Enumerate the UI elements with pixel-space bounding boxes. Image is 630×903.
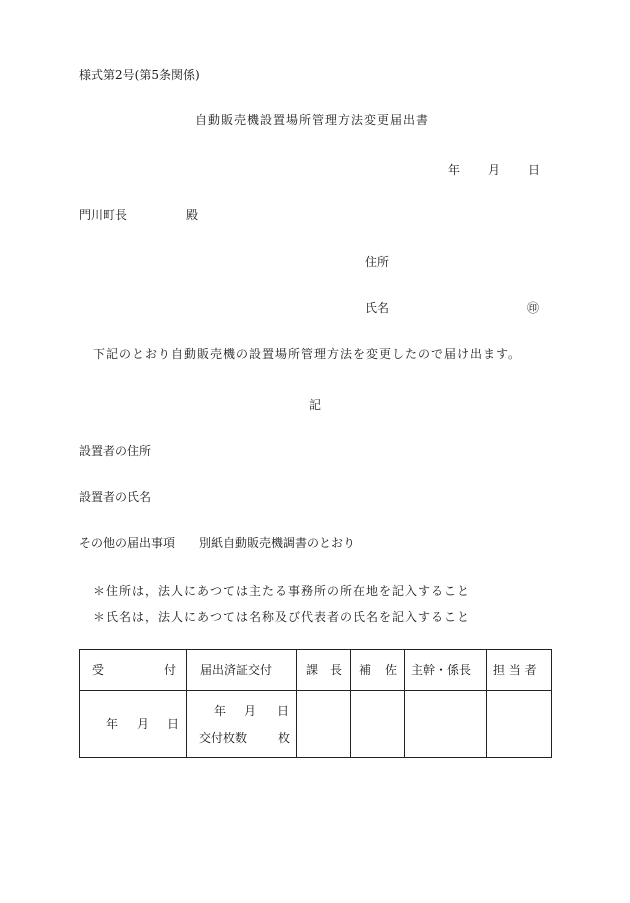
assistant-header-a: 補	[359, 663, 372, 677]
other-items-value: 別紙自動販売機調書のとおり	[199, 536, 356, 550]
in-charge-stamp[interactable]	[487, 691, 552, 758]
note-address: ＊住所は，法人にあつては主たる事務所の所在地を記入すること	[93, 584, 471, 598]
receipt-header-a: 受	[92, 663, 105, 677]
honorific: 殿	[186, 208, 199, 222]
senior-chief-header: 主幹・係長	[405, 650, 487, 691]
senior-chief-stamp[interactable]	[405, 691, 487, 758]
receipt-header	[80, 650, 187, 691]
table-header-row	[80, 650, 552, 691]
date-day-label: 日	[528, 163, 541, 177]
issued-count-label: 交付枚数	[199, 731, 248, 745]
installer-address-label: 設置者の住所	[79, 444, 152, 458]
date-month-label: 月	[488, 163, 501, 177]
ki-heading: 記	[309, 398, 322, 412]
applicant-address-label: 住所	[365, 255, 390, 269]
installer-name-label: 設置者の氏名	[79, 490, 152, 504]
applicant-name-label: 氏名	[365, 301, 390, 315]
section-chief-stamp[interactable]	[297, 691, 351, 758]
other-items-label: その他の届出事項	[79, 536, 176, 550]
certificate-header: 届出済証交付	[187, 650, 297, 691]
note-name: ＊氏名は，法人にあつては名称及び代表者の氏名を記入すること	[93, 610, 471, 624]
assistant-header	[351, 650, 405, 691]
table-body-row	[80, 691, 552, 758]
addressee: 門川町長	[79, 208, 128, 222]
assistant-stamp[interactable]	[351, 691, 405, 758]
in-charge-header: 担 当 者	[487, 650, 552, 691]
date-year-label: 年	[448, 163, 461, 177]
certificate-cell: 年 月 日 交付枚数 枚	[187, 691, 297, 758]
processing-table	[79, 649, 552, 758]
section-chief-header: 課 長	[297, 650, 351, 691]
issued-count-unit: 枚	[278, 731, 291, 745]
form-title: 自動販売機設置場所管理方法変更届出書	[195, 113, 430, 127]
seal-mark: ㊞	[527, 301, 540, 315]
receipt-header-b: 付	[164, 663, 177, 677]
body-text: 下記のとおり自動販売機の設置場所管理方法を変更したので届け出ます。	[93, 347, 522, 361]
form-number: 様式第2号(第5条関係)	[79, 68, 200, 82]
assistant-header-b: 佐	[385, 663, 398, 677]
receipt-date-cell: 年 月 日	[80, 691, 187, 758]
